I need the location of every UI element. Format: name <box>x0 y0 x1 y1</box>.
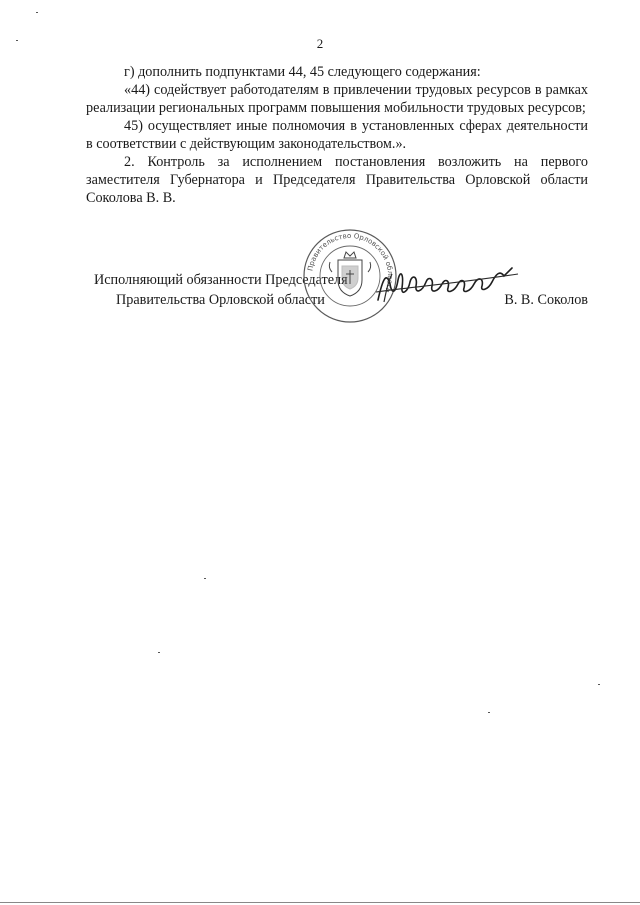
signer-position-line2: Правительства Орловской области <box>116 292 325 308</box>
scan-edge-line <box>0 902 640 903</box>
scan-speck <box>36 12 38 13</box>
signer-position-line1: Исполняющий обязанности Председателя <box>94 272 348 288</box>
document-body <box>86 63 588 207</box>
paragraph-subpoint-45: 45) осуществляет иные полномочия в установленных сферах деятельности в соответствии с действующим законодательством.». <box>86 118 588 152</box>
paragraph-subpoint-44: «44) содействует работодателям в привлечении трудовых ресурсов в рамках реализации региональных программ повышения мобильности трудовых ресурсов; <box>86 82 588 116</box>
scan-speck <box>598 684 600 685</box>
scan-speck <box>158 652 160 653</box>
scan-speck <box>488 712 490 713</box>
scan-speck <box>204 578 206 579</box>
seal-ring-text: Правительство Орловской области <box>306 231 395 294</box>
page-number: 2 <box>316 36 324 51</box>
handwritten-signature <box>372 262 522 306</box>
paragraph-control-clause: 2. Контроль за исполнением постановления возложить на первого заместителя Губернатора и Председателя Правительства Орловской области Соколова В. В. <box>86 154 588 206</box>
signer-name: В. В. Соколов <box>504 292 588 308</box>
coat-of-arms-emblem <box>329 252 370 296</box>
scan-speck <box>16 40 18 41</box>
paragraph-subpoint-g: г) дополнить подпунктами 44, 45 следующего содержания: <box>124 64 481 80</box>
